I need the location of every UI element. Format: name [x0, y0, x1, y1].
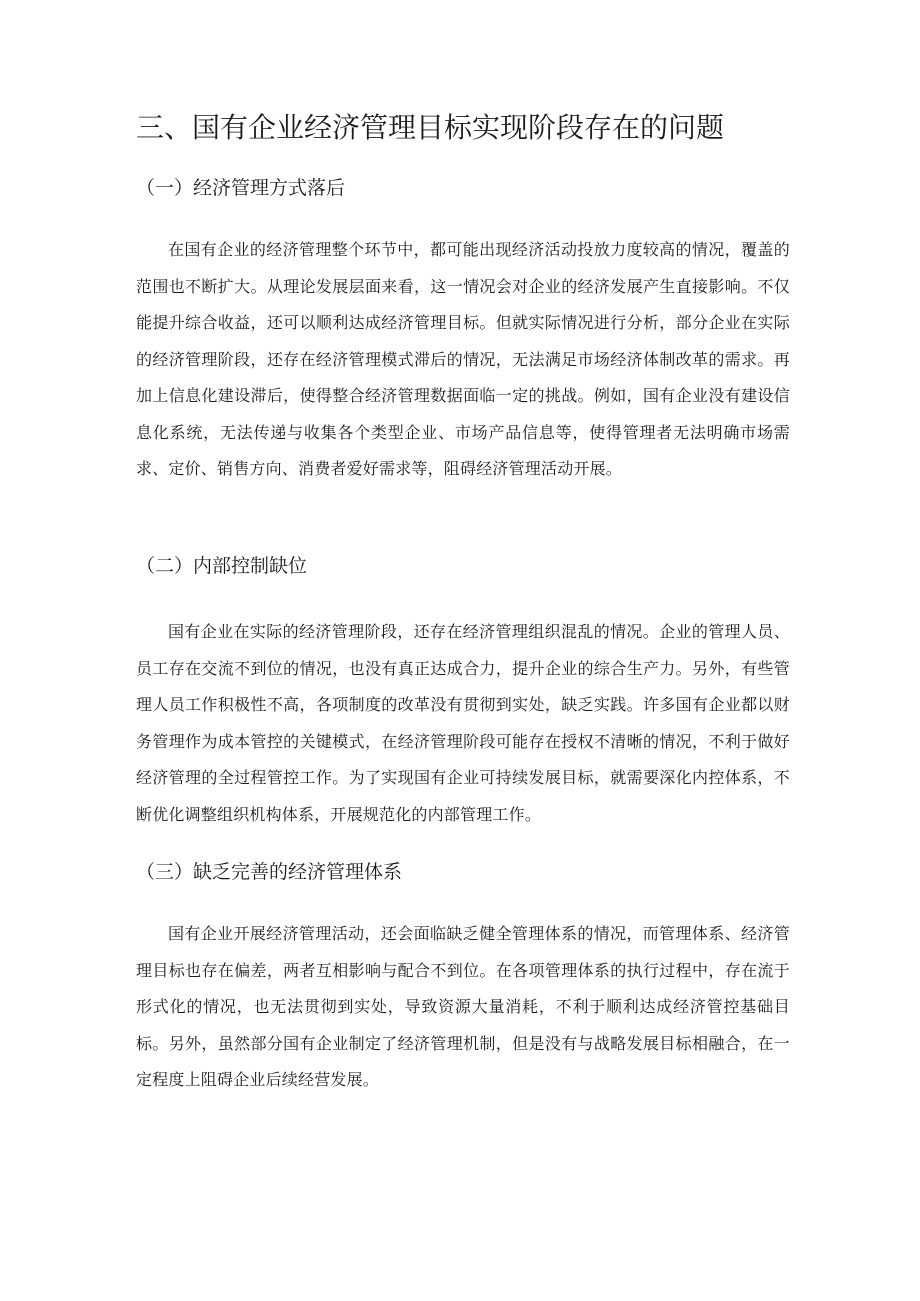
- subsection-heading-3: （三）缺乏完善的经济管理体系: [136, 861, 403, 883]
- section-title: 三、国有企业经济管理目标实现阶段存在的问题: [136, 111, 725, 144]
- subsection-heading-1: （一）经济管理方式落后: [136, 177, 346, 199]
- paragraph-3: 国有企业开展经济管理活动，还会面临缺乏健全管理体系的情况，而管理体系、经济管理目标也存在偏差，两者互相影响与配合不到位。在各项管理体系的执行过程中，存在流于形式化的情况，也无法贯彻到实处，导致资源大量消耗，不利于顺利达成经济管控基础目标。另外，虽然部分国有企业制定了经济管理机制，但是没有与战略发展目标相融合，在一定程度上阻碍企业后续经营发展。: [136, 924, 790, 1089]
- paragraph-1: 在国有企业的经济管理整个环节中，都可能出现经济活动投放力度较高的情况，覆盖的范围也不断扩大。从理论发展层面来看，这一情况会对企业的经济发展产生直接影响。不仅能提升综合收益，还可以顺利达成经济管理目标。但就实际情况进行分析，部分企业在实际的经济管理阶段，还存在经济管理模式滞后的情况，无法满足市场经济体制改革的需求。再加上信息化建设滞后，使得整合经济管理数据面临一定的挑战。例如，国有企业没有建设信息化系统，无法传递与收集各个类型企业、市场产品信息等，使得管理者无法明确市场需求、定价、销售方向、消费者爱好需求等，阻碍经济管理活动开展。: [136, 240, 790, 478]
- subsection-heading-2: （二）内部控制缺位: [136, 555, 308, 577]
- paragraph-2: 国有企业在实际的经济管理阶段，还存在经济管理组织混乱的情况。企业的管理人员、员工存在交流不到位的情况，也没有真正达成合力，提升企业的综合生产力。另外，有些管理人员工作积极性不高，各项制度的改革没有贯彻到实处，缺乏实践。许多国有企业都以财务管理作为成本管控的关键模式，在经济管理阶段可能存在授权不清晰的情况，不利于做好经济管理的全过程管控工作。为了实现国有企业可持续发展目标，就需要深化内控体系，不断优化调整组织机构体系，开展规范化的内部管理工作。: [136, 622, 790, 824]
